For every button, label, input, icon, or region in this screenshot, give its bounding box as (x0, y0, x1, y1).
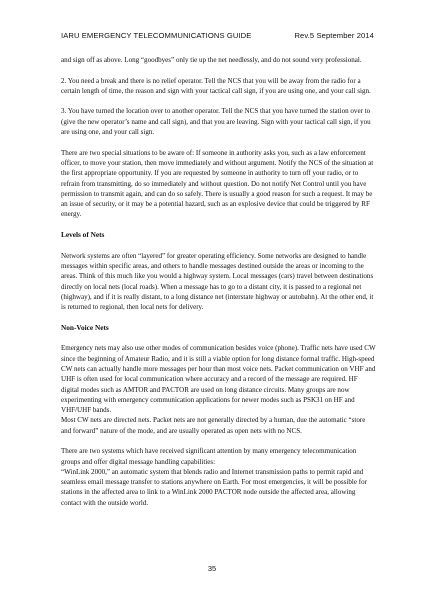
paragraph-special-situations: There are two special situations to be aware of: If someone in authority asks you, such as a law enforcement officer, to move your station, then move immediately and without argument. Notify the NCS of the situation at the first appropriate opportunity. If you are requested by someone in authority to turn off your radio, or to refrain from transmitting, do so immediately and without question. Do not notify Net Control until you have permission to transmit again, and can do so safely. There is usually a good reason for such a request. It may be an issue of security, or it may be a potential hazard, such as an explosive device that could be triggered by RF energy. (61, 148, 374, 219)
page-header (61, 31, 374, 40)
paragraph-levels-of-nets: Network systems are often “layered” for greater operating efficiency. Some networks are designed to handle messages within specific areas, and others to handle messages destined outside the areas or incoming to the areas. Think of this much like you would a highway system. Local messages (cars) travel between destinations directly on local nets (local roads). When a message has to go to a distant city, it is passed to a regional net (highway), and if it is really distant, to a long distance net (interstate highway or autobahn). At the other end, it is returned to regional, then local nets for delivery. (61, 251, 374, 312)
paragraph-sign-off: and sign off as above. Long “goodbyes” only tie up the net needlessly, and do not sound very professional. (61, 56, 362, 64)
heading-non-voice-nets: Non-Voice Nets (61, 322, 109, 332)
paragraph-winlink: “WinLink 2000,” an automatic system that blends radio and Internet transmission paths to permit rapid and seamless email message transfer to stations anywhere on Earth. For most emergencies, it will be possible for stations in the affected area to link to a WinLink 2000 PACTOR node outside the affected area, allowing contact with the outside world. (61, 467, 367, 507)
header-title: IARU EMERGENCY TELECOMMUNICATIONS GUIDE (61, 31, 252, 40)
paragraph-two-systems: There are two systems which have received significant attention by many emergency telecommunication groups and offer digital message handling capabilities: (61, 447, 357, 466)
page-body (61, 55, 376, 508)
paragraph-cw-packet-nets: Most CW nets are directed nets. Packet nets are not generally directed by a human, due the automatic “store and forward” nature of the mode, and are usually operated as open nets with no NCS. (61, 416, 366, 435)
paragraph-non-voice-modes: Emergency nets may also use other modes of communication besides voice (phone). Traffic nets have used CW since the beginning of Amateur Radio, and it is still a viable option for long distance formal traffic. High-speed CW nets can actually handle more messages per hour than most voice nets. Packet communication on VHF and UHF is often used for local communication where accuracy and a record of the message are required. HF digital modes such as AMTOR and PACTOR are used on long distance circuits. Many groups are now experimenting with emergency communication applications for newer modes such as PSK31 on HF and VHF/UHF bands. (61, 344, 376, 415)
paragraph-turned-over: 3. You have turned the location over to another operator. Tell the NCS that you have turned the station over to (give the new operator’s name and call sign), and that you are leaving. Sign with your tactical call sign, if you are using one, and your call sign. (61, 107, 371, 137)
header-revision: Rev.5 September 2014 (294, 31, 374, 40)
heading-levels-of-nets: Levels of Nets (61, 230, 105, 240)
paragraph-break-no-relief: 2. You need a break and there is no relief operator. Tell the NCS that you will be away from the radio for a certain length of time, the reason and sign with your tactical call sign, if you are using one, and your call sign. (61, 76, 371, 95)
page-number: 35 (207, 564, 217, 573)
